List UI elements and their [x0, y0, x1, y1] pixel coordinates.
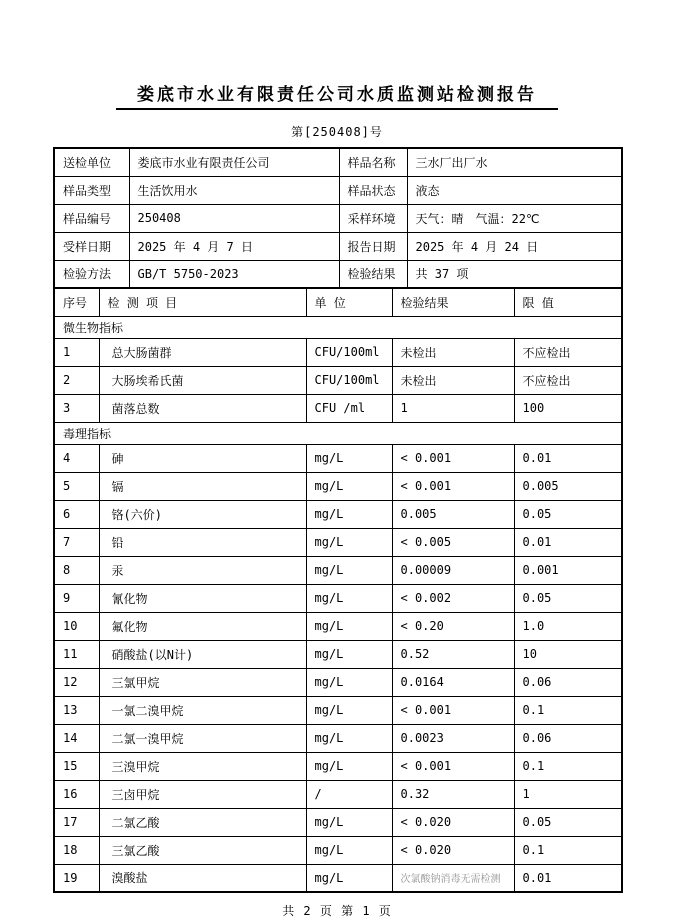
info-label: 采样环境	[339, 204, 407, 232]
results-header-row	[54, 288, 622, 316]
cell-unit: mg/L	[306, 528, 392, 556]
results-table	[53, 287, 623, 893]
info-label: 样品类型	[54, 176, 129, 204]
cell-unit: CFU/100ml	[306, 338, 392, 366]
cell-no: 8	[54, 556, 99, 584]
result-row	[54, 836, 622, 864]
cell-result: 未检出	[392, 338, 514, 366]
result-row	[54, 696, 622, 724]
cell-unit: mg/L	[306, 752, 392, 780]
cell-item: 氰化物	[99, 584, 306, 612]
result-row	[54, 808, 622, 836]
result-row	[54, 556, 622, 584]
cell-item: 硝酸盐(以N计)	[99, 640, 306, 668]
cell-limit: 0.06	[514, 724, 622, 752]
cell-no: 12	[54, 668, 99, 696]
result-row	[54, 780, 622, 808]
cell-result: < 0.005	[392, 528, 514, 556]
cell-no: 19	[54, 864, 99, 892]
result-row	[54, 612, 622, 640]
info-label: 样品状态	[339, 176, 407, 204]
result-row	[54, 500, 622, 528]
result-row	[54, 864, 622, 892]
cell-no: 18	[54, 836, 99, 864]
cell-limit: 0.01	[514, 444, 622, 472]
cell-no: 3	[54, 394, 99, 422]
cell-limit: 不应检出	[514, 366, 622, 394]
cell-result: 0.32	[392, 780, 514, 808]
result-row	[54, 366, 622, 394]
section-title: 微生物指标	[54, 316, 622, 338]
info-row	[54, 232, 622, 260]
cell-result: 次氯酸钠消毒无需检测	[392, 864, 514, 892]
cell-result: 1	[392, 394, 514, 422]
cell-item: 三溴甲烷	[99, 752, 306, 780]
cell-result: < 0.001	[392, 752, 514, 780]
cell-item: 三卤甲烷	[99, 780, 306, 808]
cell-item: 镉	[99, 472, 306, 500]
cell-item: 菌落总数	[99, 394, 306, 422]
page-footer: 共 2 页 第 1 页	[282, 904, 392, 918]
cell-limit: 10	[514, 640, 622, 668]
cell-result: < 0.001	[392, 472, 514, 500]
cell-no: 17	[54, 808, 99, 836]
section-header-row	[54, 422, 622, 444]
cell-unit: mg/L	[306, 584, 392, 612]
cell-no: 2	[54, 366, 99, 394]
cell-item: 汞	[99, 556, 306, 584]
info-value: 娄底市水业有限责任公司	[129, 148, 339, 176]
info-label: 报告日期	[339, 232, 407, 260]
cell-no: 13	[54, 696, 99, 724]
cell-unit: mg/L	[306, 444, 392, 472]
info-label: 送检单位	[54, 148, 129, 176]
cell-limit: 不应检出	[514, 338, 622, 366]
cell-no: 7	[54, 528, 99, 556]
cell-limit: 0.01	[514, 528, 622, 556]
cell-unit: mg/L	[306, 472, 392, 500]
info-label: 样品名称	[339, 148, 407, 176]
cell-unit: mg/L	[306, 696, 392, 724]
info-value: GB/T 5750-2023	[129, 260, 339, 288]
cell-no: 15	[54, 752, 99, 780]
cell-item: 砷	[99, 444, 306, 472]
info-row	[54, 204, 622, 232]
cell-item: 溴酸盐	[99, 864, 306, 892]
info-value: 天气：晴 气温：22℃	[407, 204, 622, 232]
cell-item: 二氯一溴甲烷	[99, 724, 306, 752]
cell-result: 未检出	[392, 366, 514, 394]
report-number: 第[250408]号	[291, 125, 383, 139]
result-row	[54, 394, 622, 422]
result-row	[54, 444, 622, 472]
sample-info-table	[53, 147, 623, 289]
cell-no: 5	[54, 472, 99, 500]
cell-item: 总大肠菌群	[99, 338, 306, 366]
result-row	[54, 724, 622, 752]
col-header-result: 检验结果	[392, 288, 514, 316]
cell-item: 三氯甲烷	[99, 668, 306, 696]
info-value: 2025 年 4 月 7 日	[129, 232, 339, 260]
cell-limit: 0.005	[514, 472, 622, 500]
cell-result: < 0.020	[392, 836, 514, 864]
cell-result: < 0.002	[392, 584, 514, 612]
info-table-body	[54, 148, 622, 288]
cell-limit: 100	[514, 394, 622, 422]
info-row	[54, 176, 622, 204]
info-label: 检验结果	[339, 260, 407, 288]
cell-limit: 0.05	[514, 500, 622, 528]
info-row	[54, 260, 622, 288]
cell-no: 9	[54, 584, 99, 612]
results-table-body	[54, 316, 622, 892]
cell-result: < 0.20	[392, 612, 514, 640]
cell-limit: 0.01	[514, 864, 622, 892]
cell-limit: 0.1	[514, 696, 622, 724]
tables-container	[53, 147, 621, 893]
title-area	[0, 0, 674, 110]
cell-limit: 0.001	[514, 556, 622, 584]
cell-no: 14	[54, 724, 99, 752]
cell-limit: 0.05	[514, 808, 622, 836]
cell-no: 1	[54, 338, 99, 366]
cell-result: 0.0023	[392, 724, 514, 752]
cell-unit: CFU /ml	[306, 394, 392, 422]
info-value: 2025 年 4 月 24 日	[407, 232, 622, 260]
cell-result: < 0.001	[392, 444, 514, 472]
result-row	[54, 528, 622, 556]
cell-unit: mg/L	[306, 612, 392, 640]
cell-no: 4	[54, 444, 99, 472]
info-row	[54, 148, 622, 176]
section-header-row	[54, 316, 622, 338]
cell-limit: 0.05	[514, 584, 622, 612]
result-row	[54, 752, 622, 780]
col-header-unit: 单 位	[306, 288, 392, 316]
result-row	[54, 584, 622, 612]
cell-limit: 0.1	[514, 836, 622, 864]
info-value: 三水厂出厂水	[407, 148, 622, 176]
result-row	[54, 640, 622, 668]
cell-item: 铬(六价)	[99, 500, 306, 528]
cell-limit: 1.0	[514, 612, 622, 640]
cell-unit: CFU/100ml	[306, 366, 392, 394]
cell-result: 0.52	[392, 640, 514, 668]
cell-unit: mg/L	[306, 836, 392, 864]
col-header-item: 检 测 项 目	[99, 288, 306, 316]
cell-result: 0.005	[392, 500, 514, 528]
col-header-no: 序号	[54, 288, 99, 316]
cell-unit: mg/L	[306, 500, 392, 528]
cell-no: 11	[54, 640, 99, 668]
cell-item: 铅	[99, 528, 306, 556]
cell-unit: mg/L	[306, 640, 392, 668]
cell-item: 大肠埃希氏菌	[99, 366, 306, 394]
info-value: 生活饮用水	[129, 176, 339, 204]
cell-unit: mg/L	[306, 808, 392, 836]
col-header-limit: 限 值	[514, 288, 622, 316]
cell-unit: mg/L	[306, 724, 392, 752]
cell-no: 10	[54, 612, 99, 640]
info-label: 检验方法	[54, 260, 129, 288]
cell-unit: mg/L	[306, 668, 392, 696]
cell-limit: 1	[514, 780, 622, 808]
cell-limit: 0.1	[514, 752, 622, 780]
cell-result: < 0.001	[392, 696, 514, 724]
cell-item: 二氯乙酸	[99, 808, 306, 836]
cell-item: 一氯二溴甲烷	[99, 696, 306, 724]
cell-result: 0.00009	[392, 556, 514, 584]
cell-result: < 0.020	[392, 808, 514, 836]
cell-limit: 0.06	[514, 668, 622, 696]
cell-no: 6	[54, 500, 99, 528]
cell-result: 0.0164	[392, 668, 514, 696]
info-label: 受样日期	[54, 232, 129, 260]
result-row	[54, 668, 622, 696]
info-value: 共 37 项	[407, 260, 622, 288]
cell-unit: mg/L	[306, 864, 392, 892]
info-value: 250408	[129, 204, 339, 232]
cell-no: 16	[54, 780, 99, 808]
cell-unit: mg/L	[306, 556, 392, 584]
report-title: 娄底市水业有限责任公司水质监测站检测报告	[116, 80, 558, 110]
cell-unit: /	[306, 780, 392, 808]
result-row	[54, 338, 622, 366]
info-value: 液态	[407, 176, 622, 204]
cell-item: 氟化物	[99, 612, 306, 640]
info-label: 样品编号	[54, 204, 129, 232]
result-row	[54, 472, 622, 500]
cell-item: 三氯乙酸	[99, 836, 306, 864]
section-title: 毒理指标	[54, 422, 622, 444]
